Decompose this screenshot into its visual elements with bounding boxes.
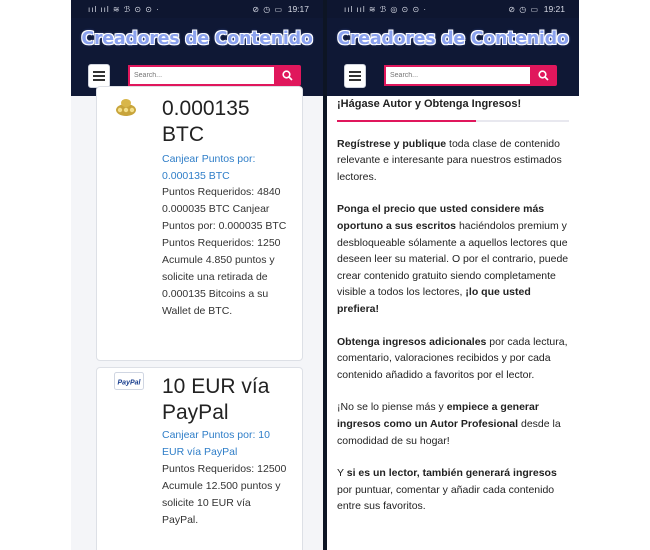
paragraph-text: Y (337, 467, 347, 480)
site-header (71, 18, 323, 96)
menu-bar-icon (349, 71, 361, 73)
paragraph-cta (337, 399, 569, 449)
paragraph-reader (337, 465, 569, 515)
paragraph-register (337, 136, 569, 186)
search-icon (282, 70, 293, 81)
paragraph-text: por cada lectura, comentario, valoraciones recibidos y por cada contenido añadido a favoritos por el lector. (337, 335, 568, 381)
bold-text: Ponga el precio que usted considere más oportuno a sus escritos (337, 203, 545, 232)
menu-bar-icon (93, 71, 105, 73)
paragraph-text: ¡No se lo piense más y (337, 401, 447, 414)
bold-text: si es un lector, también generará ingresos (346, 467, 557, 480)
menu-bar-icon (93, 75, 105, 77)
article-heading: ¡Hágase Autor y Obtenga Ingresos! (337, 98, 522, 110)
site-title[interactable]: Creadores de Contenido (81, 29, 313, 49)
search-button[interactable] (274, 65, 301, 86)
phone-screen-left (71, 0, 323, 550)
heading-underline (337, 120, 569, 122)
author-info-article (337, 96, 569, 531)
paypal-icon (114, 372, 144, 395)
signal-icons: ııl ııl ≋ ℬ ⊙ ⊙ · (88, 5, 160, 14)
paragraph-text: haciéndolos premium y desbloqueable sólamente a aquellos lectores que deseen leer su material. O por el contrario, puede crear contenido gratuito siendo completamente visible a todos los lectores, (337, 219, 569, 299)
reward-description: Puntos Requeridos: 12500 Acumule 12.500 puntos y solicite 10 EUR vía PayPal. (162, 463, 287, 526)
phone-screen-right (327, 0, 579, 550)
menu-bar-icon (93, 79, 105, 81)
paragraph-text: por puntuar, comentar y añadir cada contenido entre sus favoritos. (337, 483, 555, 513)
bold-text: Regístrese y publique (337, 137, 447, 150)
search-input[interactable] (384, 65, 533, 86)
search-icon (538, 70, 549, 81)
money-bag-icon (114, 97, 138, 122)
bold-text: Obtenga ingresos adicionales (337, 335, 487, 348)
reward-title: 10 EUR vía PayPal (162, 375, 270, 424)
status-bar (71, 0, 323, 18)
status-time: 19:21 (543, 4, 565, 14)
paragraph-text: toda clase de contenido relevante e interesante para nuestros estimados lectores. (337, 137, 562, 183)
menu-bar-icon (349, 75, 361, 77)
search-input[interactable] (128, 65, 277, 86)
signal-icons: ııl ııl ≋ ℬ ◎ ⊙ ⊙ · (344, 5, 428, 14)
system-icons: ⊘ ◷ ▭ (252, 5, 283, 14)
reward-card-paypal (96, 367, 303, 550)
hamburger-menu-button[interactable] (344, 64, 366, 88)
reward-title: 0.000135 BTC (162, 97, 250, 146)
paragraph-text: desde la comodidad de su hogar! (337, 417, 561, 447)
redeem-link[interactable]: Canjear Puntos por: 0.000135 BTC (162, 153, 256, 182)
paragraph-pricing (337, 201, 569, 317)
status-bar (327, 0, 579, 18)
hamburger-menu-button[interactable] (88, 64, 110, 88)
system-icons: ⊘ ◷ ▭ (508, 5, 539, 14)
site-header (327, 18, 579, 96)
reward-description: Puntos Requeridos: 4840 0.000035 BTC Canjear Puntos por: 0.000035 BTC Puntos Requeridos: 1250 Acumule 4.850 puntos y solicite una retirada de 0.000135 Bitcoins a su Wallet de BTC. (162, 186, 287, 317)
bold-text: empiece a generar ingresos como un Autor Profesional (337, 401, 539, 430)
site-title[interactable]: Creadores de Contenido (337, 29, 569, 49)
reward-card-btc (96, 86, 303, 361)
status-time: 19:17 (287, 4, 309, 14)
menu-bar-icon (349, 79, 361, 81)
redeem-link[interactable]: Canjear Puntos por: 10 EUR vía PayPal (162, 429, 270, 458)
svg-text:PayPal: PayPal (117, 379, 141, 387)
bold-text: ¡lo que usted prefiera! (337, 286, 531, 315)
paragraph-income (337, 334, 569, 384)
search-button[interactable] (530, 65, 557, 86)
